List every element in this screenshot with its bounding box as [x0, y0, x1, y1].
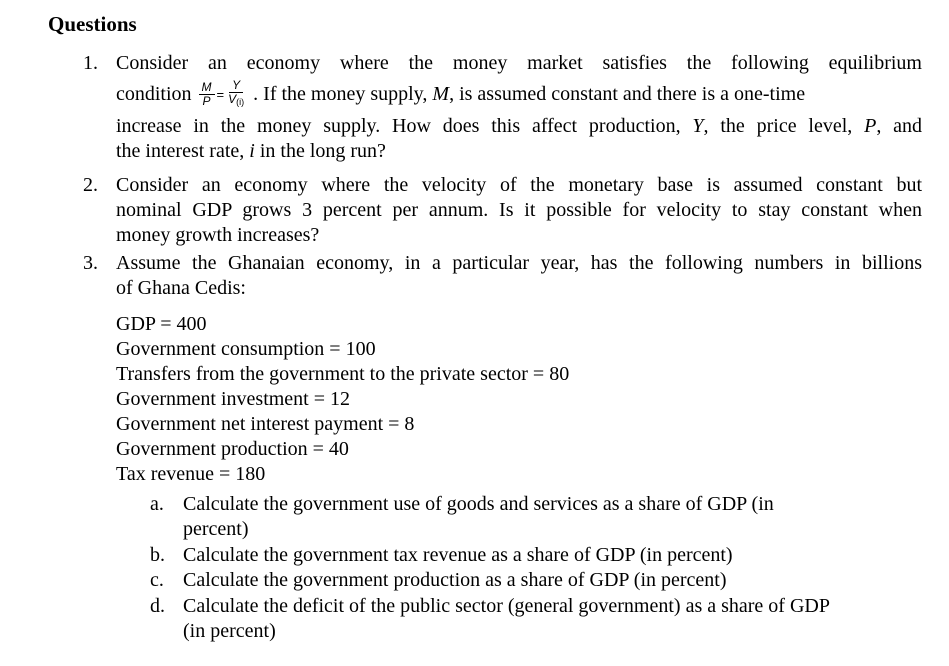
sub-question-b-label: b.: [150, 544, 165, 566]
question-1-line-3: increase in the money supply. How does this affect production, Y, the price level, P, and: [116, 115, 923, 137]
data-item-transfers: Transfers from the government to the private sector = 80: [116, 363, 570, 385]
question-1: [83, 51, 923, 164]
sub-question-a: [150, 492, 923, 542]
sub-question-c-label: c.: [150, 569, 164, 591]
question-3-line-1: Assume the Ghanaian economy, in a particular year, has the following numbers in billions: [116, 252, 922, 274]
sub-question-d-line-2: (in percent): [183, 620, 276, 642]
question-3-line-2: of Ghana Cedis:: [116, 277, 246, 299]
question-1-line-2-rest: . If the money supply, M, is assumed constant and there is a one-time: [253, 82, 806, 105]
sub-question-c: [150, 568, 923, 593]
economic-data-list: [116, 312, 569, 487]
fraction-subscript-i: (i): [236, 97, 245, 107]
data-item-gdp: GDP = 400: [116, 313, 207, 335]
sub-question-c-line-1: Calculate the government production as a share of GDP (in percent): [183, 569, 727, 591]
fraction-denominator-v: V: [228, 92, 237, 106]
question-1-number: 1.: [83, 52, 98, 74]
data-item-government-consumption: Government consumption = 100: [116, 338, 376, 360]
data-item-government-investment: Government investment = 12: [116, 388, 351, 410]
question-1-line-1: Consider an economy where the money market satisfies the following equilibrium: [116, 52, 922, 74]
question-1-equation-line: [116, 74, 922, 114]
question-2-number: 2.: [83, 174, 98, 196]
question-3-number: 3.: [83, 252, 98, 274]
condition-word: condition: [116, 82, 192, 105]
sub-question-d-line-1: Calculate the deficit of the public sector (general government) as a share of GDP: [183, 595, 830, 617]
sub-question-a-line-1: Calculate the government use of goods and services as a share of GDP (in: [183, 493, 774, 515]
fraction-m-over-p: [199, 81, 215, 108]
question-2-line-2: nominal GDP grows 3 percent per annum. Is it possible for velocity to stay constant when: [116, 199, 922, 221]
data-item-tax-revenue: Tax revenue = 180: [116, 463, 266, 485]
question-3: [83, 251, 922, 301]
equals-sign: =: [216, 86, 225, 102]
sub-question-a-label: a.: [150, 493, 164, 515]
question-2: [83, 173, 922, 248]
sub-question-d-label: d.: [150, 595, 165, 617]
data-item-government-production: Government production = 40: [116, 438, 349, 460]
question-2-line-3: money growth increases?: [116, 224, 320, 246]
fraction-numerator-m: M: [199, 81, 215, 95]
sub-question-b-line-1: Calculate the government tax revenue as a share of GDP (in percent): [183, 544, 733, 566]
question-1-line-4: the interest rate, i in the long run?: [116, 140, 386, 162]
sub-question-b: [150, 543, 923, 568]
data-item-net-interest: Government net interest payment = 8: [116, 413, 415, 435]
fraction-y-over-v: [226, 79, 246, 109]
section-title: Questions: [48, 12, 137, 36]
sub-question-d: [150, 594, 923, 644]
sub-question-a-line-2: percent): [183, 518, 249, 540]
fraction-denominator-p: P: [202, 93, 211, 108]
question-2-line-1: Consider an economy where the velocity of the monetary base is assumed constant but: [116, 174, 922, 196]
fraction-numerator-y: Y: [229, 79, 243, 93]
